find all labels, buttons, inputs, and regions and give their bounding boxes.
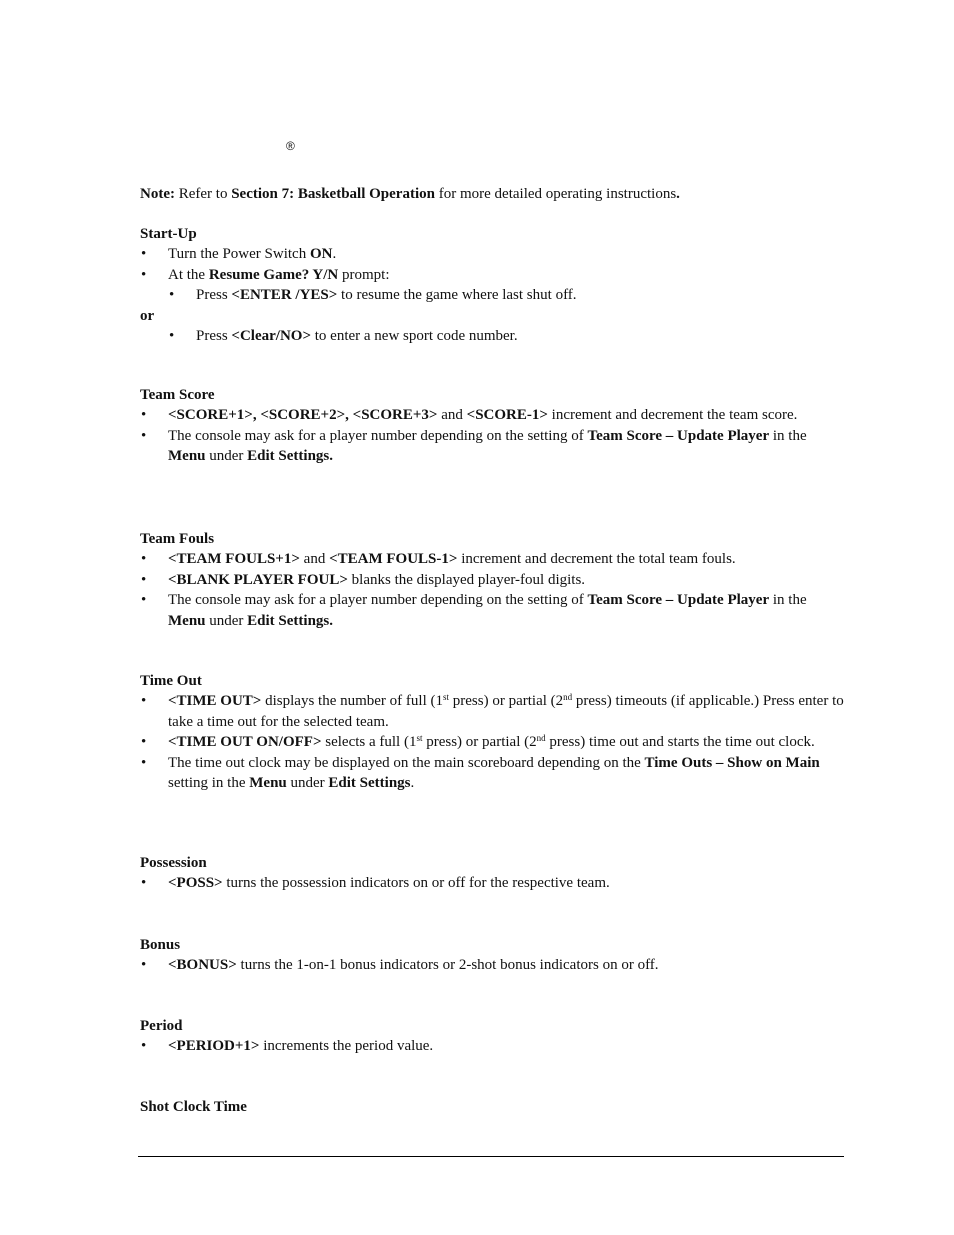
time-out-heading: Time Out [140, 673, 202, 689]
list-item: • <TEAM FOULS+1> and <TEAM FOULS-1> increment and decrement the total team fouls. [140, 549, 844, 570]
shot-clock-heading: Shot Clock Time [140, 1099, 247, 1115]
shot-clock-section [140, 1097, 844, 1117]
list-item: • The console may ask for a player number depending on the setting of Team Score – Update Player in the Menu under Edit Settings. [140, 426, 844, 467]
team-fouls-heading: Team Fouls [140, 531, 215, 547]
list-item: • The console may ask for a player number depending on the setting of Team Score – Update Player in the Menu under Edit Settings. [140, 590, 844, 631]
startup-section [140, 224, 844, 346]
team-score-list [140, 405, 844, 467]
list-item: • <POSS> turns the possession indicators on or off for the respective team. [140, 873, 844, 894]
team-score-section [140, 385, 844, 467]
note-period: . [676, 186, 680, 202]
list-item: • <TIME OUT ON/OFF> selects a full (1st press) or partial (2nd press) time out and starts the time out clock. [140, 732, 844, 753]
time-out-section [140, 671, 844, 794]
note-section-ref: Section 7: Basketball Operation [231, 186, 435, 202]
note-label: Note: [140, 186, 175, 202]
note-text: Refer to [174, 186, 232, 202]
period-section [140, 1016, 844, 1057]
period-heading: Period [140, 1018, 183, 1034]
list-item: • The time out clock may be displayed on the main scoreboard depending on the Time Outs – Show on Main setting in the Menu under Edit Settings. [140, 753, 844, 794]
time-out-list [140, 691, 844, 794]
registered-trademark-mark: ® [286, 139, 295, 153]
startup-list-alt [140, 326, 844, 347]
footer-rule [138, 1156, 844, 1157]
list-item: • <BONUS> turns the 1-on-1 bonus indicators or 2-shot bonus indicators on or off. [140, 955, 844, 976]
note-paragraph [140, 184, 844, 204]
list-item: • At the Resume Game? Y/N prompt: [140, 265, 844, 286]
startup-list [140, 244, 844, 306]
list-item: • Turn the Power Switch ON. [140, 244, 844, 265]
possession-heading: Possession [140, 855, 207, 871]
possession-section [140, 853, 844, 894]
list-item: • <PERIOD+1> increments the period value. [140, 1036, 844, 1057]
list-item: • <BLANK PLAYER FOUL> blanks the displayed player-foul digits. [140, 570, 844, 591]
period-list [140, 1036, 844, 1057]
team-fouls-list [140, 549, 844, 631]
team-score-heading: Team Score [140, 387, 215, 403]
bonus-list [140, 955, 844, 976]
list-item: • Press <ENTER /YES> to resume the game where last shut off. [140, 285, 844, 306]
list-item: • <TIME OUT> displays the number of full (1st press) or partial (2nd press) timeouts (if applicable.) Press enter to take a time out for the selected team. [140, 691, 844, 732]
team-fouls-section [140, 529, 844, 631]
bonus-heading: Bonus [140, 937, 181, 953]
startup-heading: Start-Up [140, 226, 197, 242]
or-label: or [140, 307, 155, 324]
list-item: • <SCORE+1>, <SCORE+2>, <SCORE+3> and <SCORE-1> increment and decrement the team score. [140, 405, 844, 426]
note-text: for more detailed operating instructions [434, 186, 677, 202]
bonus-section [140, 935, 844, 976]
possession-list [140, 873, 844, 894]
list-item: • Press <Clear/NO> to enter a new sport code number. [140, 326, 844, 347]
